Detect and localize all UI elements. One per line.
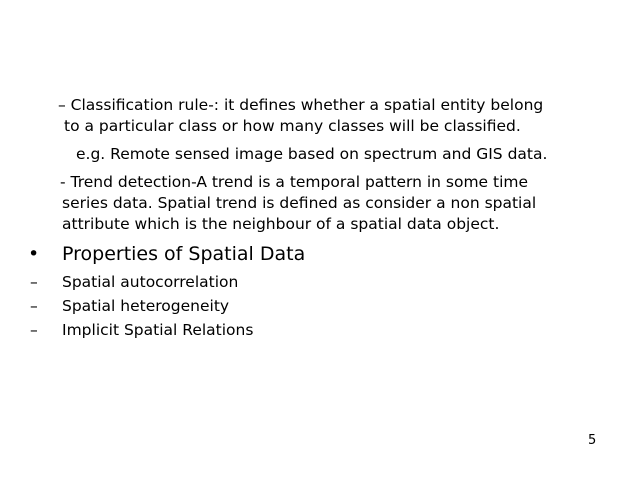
list-item-text: Implicit Spatial Relations <box>62 321 254 339</box>
list-item-text: Spatial autocorrelation <box>62 273 239 291</box>
example-line: e.g. Remote sensed image based on spectrum and GIS data. <box>76 145 548 163</box>
bullet-marker: • <box>28 243 40 265</box>
trend-line-2: series data. Spatial trend is defined as consider a non spatial <box>62 194 537 212</box>
trend-detection-paragraph <box>60 172 536 235</box>
properties-list <box>30 270 253 342</box>
main-bullet-text: Properties of Spatial Data <box>62 243 306 265</box>
dash-marker: – <box>30 297 38 315</box>
main-bullet <box>28 241 305 267</box>
list-item <box>30 294 253 318</box>
dash-marker: – <box>30 273 38 291</box>
list-item <box>30 270 253 294</box>
dash-marker: – <box>30 321 38 339</box>
list-item <box>30 318 253 342</box>
page-number: 5 <box>588 433 597 448</box>
classification-rule-paragraph <box>58 95 543 137</box>
trend-line-1: - Trend detection-A trend is a temporal pattern in some time <box>60 173 529 191</box>
classification-line-1: – Classification rule-: it defines whether a spatial entity belong <box>58 96 544 114</box>
classification-line-2: to a particular class or how many classes will be classified. <box>64 117 521 135</box>
list-item-text: Spatial heterogeneity <box>62 297 230 315</box>
trend-line-3: attribute which is the neighbour of a spatial data object. <box>62 215 500 233</box>
